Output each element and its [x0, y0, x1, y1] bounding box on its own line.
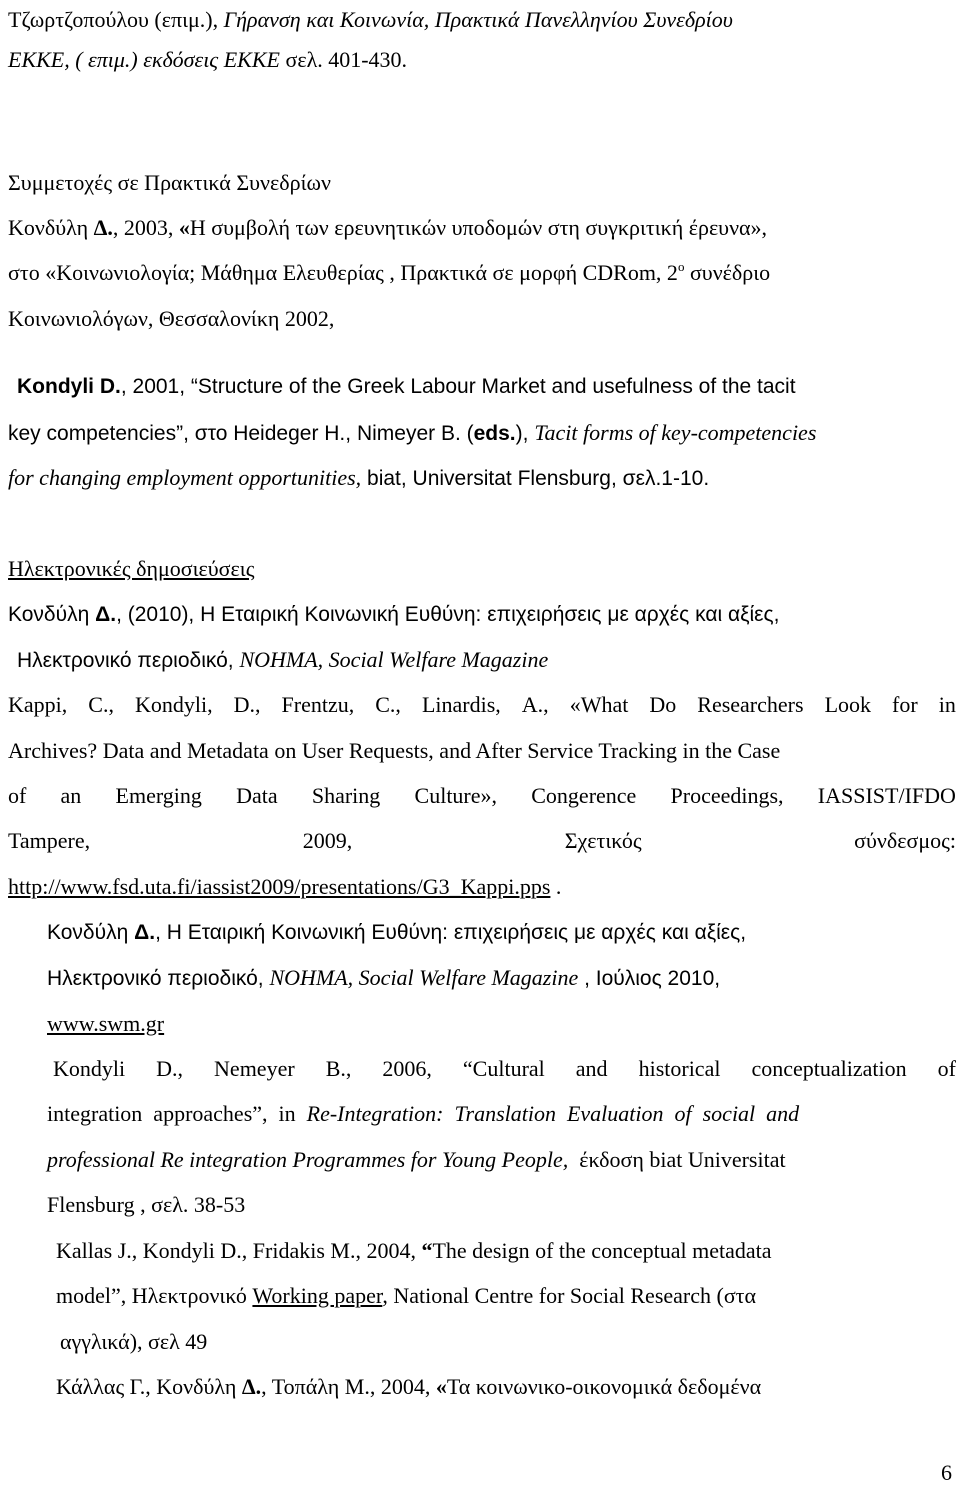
word: Tampere, — [8, 828, 91, 853]
text: σελ. 401-430. — [279, 47, 408, 72]
text-bold: « — [435, 1374, 447, 1399]
text-italic: Γήρανση και Κοινωνία, Πρακτικά Πανελληνίου Συνεδρίου — [223, 7, 733, 32]
word: 2009, — [302, 828, 353, 853]
word: Culture», — [414, 783, 498, 808]
section-heading-conferences: Συμμετοχές σε Πρακτικά Συνεδρίων — [8, 170, 331, 195]
word: Do — [649, 692, 677, 717]
ref-line — [8, 465, 709, 492]
text: , Τοπάλη Μ., 2004, — [261, 1374, 436, 1399]
word: C., — [375, 692, 401, 717]
text-bold: Kondyli D. — [17, 375, 121, 398]
text-italic: ΕΚΚΕ, ( επιμ.) εκδόσεις ΕΚΚΕ — [8, 47, 280, 72]
text: Kallas J., Kondyli D., Fridakis M., 2004, — [56, 1238, 422, 1263]
text-underlined: Working paper — [252, 1283, 383, 1308]
word: Nemeyer — [214, 1056, 295, 1081]
text-bold: « — [178, 215, 190, 240]
word: Look — [824, 692, 872, 717]
ref-line — [47, 965, 720, 992]
ref-line — [47, 1147, 786, 1173]
ref-line — [8, 602, 779, 628]
text: integration approaches”, in — [47, 1101, 307, 1126]
text-italic: ΝΟΗΜΑ, Social Welfare Magazine — [239, 647, 549, 672]
text-italic: Tacit forms of key-competencies — [534, 420, 817, 445]
word: and — [575, 1056, 608, 1081]
word: Data — [236, 783, 278, 808]
ref-line — [8, 7, 733, 33]
word: D., — [233, 692, 261, 717]
ref-line-justified — [53, 1056, 956, 1082]
section-heading-electronic — [8, 556, 254, 582]
text: , Η Εταιρική Κοινωνική Ευθύνη: επιχειρήσεις με αρχές και αξίες, — [155, 921, 747, 944]
word: σύνδεσμος: — [854, 828, 956, 853]
word: of — [8, 783, 27, 808]
ref-line — [47, 1011, 164, 1037]
ref-line — [8, 260, 770, 286]
ref-line: Κοινωνιολόγων, Θεσσαλονίκη 2002, — [8, 306, 335, 331]
word: Kondyli, — [134, 692, 213, 717]
text-bold: “ — [421, 1238, 433, 1263]
word: B., — [325, 1056, 352, 1081]
ref-line — [8, 420, 816, 447]
text: Τα κοινωνικο-οικονομικά δεδομένα — [446, 1374, 762, 1399]
ref-line — [8, 215, 767, 241]
text: Τζωρτζοπούλου (επιμ.), — [8, 7, 224, 32]
text: , Ιούλιος 2010, — [578, 967, 721, 990]
ref-line: αγγλικά), σελ 49 — [60, 1329, 208, 1354]
text: biat, Universitat Flensburg, σελ.1-10. — [361, 467, 710, 490]
text: Κονδύλη — [47, 921, 135, 944]
text-underlined: Ηλεκτρονικές δημοσιεύσεις — [8, 556, 255, 581]
text: , 2001, “Structure of the Greek Labour Market and usefulness of the tacit — [120, 375, 796, 398]
ref-line-justified — [8, 692, 956, 718]
text: Κονδύλη — [8, 215, 94, 240]
word: conceptualization — [751, 1056, 907, 1081]
word: of — [937, 1056, 956, 1081]
text: Ηλεκτρονικό περιοδικό, — [17, 649, 240, 672]
text-italic: ΝΟΗΜΑ, Social Welfare Magazine — [269, 965, 579, 990]
word: Congerence — [531, 783, 637, 808]
ref-line: Flensburg , σελ. 38-53 — [47, 1192, 246, 1217]
word: C., — [88, 692, 114, 717]
word: in — [938, 692, 956, 717]
ref-line — [8, 874, 561, 900]
word: 2006, — [382, 1056, 432, 1081]
word: A., — [521, 692, 549, 717]
ref-line — [56, 1283, 756, 1309]
text: . — [550, 874, 562, 899]
text-bold: Δ. — [93, 215, 113, 240]
word: D., — [156, 1056, 184, 1081]
ref-line — [8, 47, 407, 73]
superscript: ο — [677, 259, 685, 274]
page-number: 6 — [941, 1460, 952, 1485]
ref-line — [17, 647, 548, 674]
text: Archives? — [8, 738, 103, 763]
word: Kondyli — [53, 1056, 126, 1081]
swm-link[interactable]: www.swm.gr — [47, 1011, 165, 1036]
text-bold: Δ. — [95, 603, 117, 626]
ref-line — [56, 1238, 771, 1264]
word: Sharing — [311, 783, 381, 808]
text: Η συμβολή των ερευνητικών υποδομών στη συγκριτική έρευνα», — [189, 215, 768, 240]
word: Frentzu, — [281, 692, 355, 717]
text: key competencies”, στο Heideger H., Nimeyer B. ( — [8, 422, 474, 445]
text: model”, Ηλεκτρονικό — [56, 1283, 253, 1308]
text: Κάλλας Γ., Κονδύλη — [56, 1374, 242, 1399]
text: ), — [515, 422, 535, 445]
ref-line-justified — [8, 783, 956, 809]
word: Σχετικός — [564, 828, 642, 853]
word: Emerging — [115, 783, 202, 808]
text-bold: Δ. — [241, 1374, 262, 1399]
text-italic: professional Re integration Programmes for Young People, — [47, 1147, 569, 1172]
word: «What — [569, 692, 629, 717]
word: IASSIST/IFDO — [817, 783, 956, 808]
ref-line — [47, 1101, 799, 1127]
word: Proceedings, — [670, 783, 784, 808]
ref-line-justified — [8, 828, 956, 854]
text: συνέδριο — [684, 260, 771, 285]
word: an — [60, 783, 82, 808]
text: Data and Metadata on User Requests, and After Service Tracking in the Case — [102, 738, 781, 763]
ref-line — [56, 1374, 761, 1400]
text: , National Centre for Social Research (στα — [382, 1283, 757, 1308]
word: for — [892, 692, 918, 717]
text-bold: eds. — [473, 422, 516, 445]
word: historical — [638, 1056, 721, 1081]
text: , 2003, — [112, 215, 179, 240]
text: έκδοση biat Universitat — [568, 1147, 786, 1172]
text: Ηλεκτρονικό περιοδικό, — [47, 967, 270, 990]
word: Kappi, — [8, 692, 68, 717]
word: Researchers — [697, 692, 804, 717]
text-italic: Re-Integration: Translation Evaluation of social and — [306, 1101, 800, 1126]
text: , (2010), Η Εταιρική Κοινωνική Ευθύνη: επιχειρήσεις με αρχές και αξίες, — [116, 603, 780, 626]
text-italic: for changing employment opportunities, — [8, 465, 362, 490]
text: The design of the conceptual metadata — [432, 1238, 772, 1263]
word: “Cultural — [462, 1056, 545, 1081]
text: Κονδύλη — [8, 603, 96, 626]
word: Linardis, — [421, 692, 501, 717]
ref-line — [8, 738, 780, 764]
text: στο «Κοινωνιολογία; Μάθημα Ελευθερίας , Πρακτικά σε μορφή CDRom, 2 — [8, 260, 678, 285]
ref-line — [17, 374, 796, 400]
text-bold: Δ. — [134, 921, 156, 944]
kappi-presentation-link[interactable]: http://www.fsd.uta.fi/iassist2009/presentations/G3_Kappi.pps — [8, 874, 551, 899]
ref-line — [47, 920, 746, 946]
